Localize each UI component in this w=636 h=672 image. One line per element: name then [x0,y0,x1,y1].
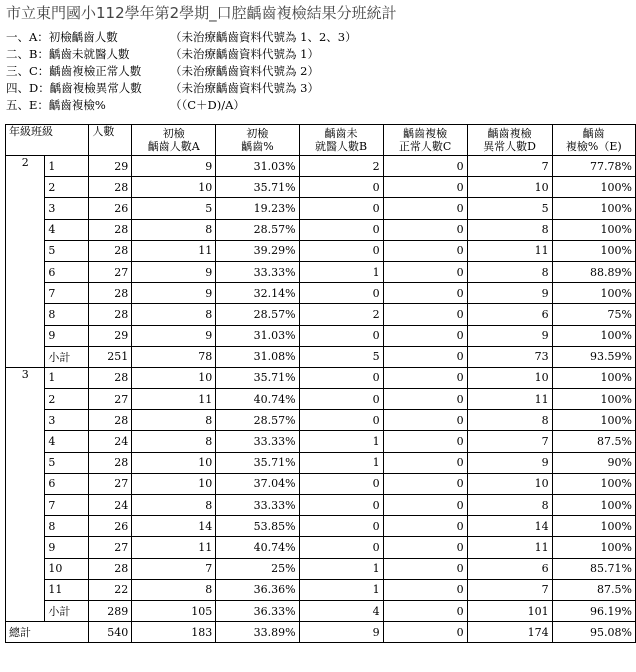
class-cell: 5 [45,240,89,261]
header-line: 齲齒未 [324,127,358,140]
legend-key: 三、C：齲齒複檢正常人數 [6,64,142,78]
value-cell-b: 0 [299,240,383,261]
legend-row-e [6,97,357,114]
value-cell-a: 10 [132,177,216,198]
value-cell-pct: 33.33% [216,431,299,452]
value-cell-pct: 35.71% [216,367,299,388]
value-cell-e: 87.5% [552,579,635,600]
table-row [6,431,636,452]
table-row [6,156,636,177]
value-cell-pct: 28.57% [216,410,299,431]
value-cell-pct: 53.85% [216,516,299,537]
header-e [552,125,635,156]
value-cell-d: 10 [467,367,552,388]
value-cell-a: 7 [132,558,216,579]
value-cell-a: 9 [132,156,216,177]
header-line: 齲齒 [582,127,605,140]
subtotal-row [6,346,636,367]
value-cell-d: 10 [467,177,552,198]
total-cell-b: 9 [299,622,383,643]
value-cell-n: 28 [89,410,132,431]
class-cell: 9 [45,537,89,558]
header-line: 初檢 [162,127,185,140]
value-cell-d: 14 [467,516,552,537]
value-cell-b: 0 [299,177,383,198]
header-b [299,125,383,156]
value-cell-a: 14 [132,516,216,537]
value-cell-d: 8 [467,410,552,431]
value-cell-a: 11 [132,389,216,410]
value-cell-b: 0 [299,495,383,516]
header-line: 正常人數C [398,140,452,153]
table-row [6,537,636,558]
value-cell-n: 27 [89,537,132,558]
class-cell: 8 [45,304,89,325]
value-cell-n: 26 [89,516,132,537]
value-cell-a: 10 [132,452,216,473]
value-cell-e: 77.78% [552,156,635,177]
value-cell-n: 28 [89,367,132,388]
value-cell-pct: 36.33% [216,600,299,621]
header-a [132,125,216,156]
value-cell-b: 0 [299,283,383,304]
value-cell-c: 0 [383,537,467,558]
value-cell-c: 0 [383,325,467,346]
value-cell-b: 0 [299,473,383,494]
value-cell-c: 0 [383,452,467,473]
class-cell: 4 [45,431,89,452]
class-cell: 3 [45,410,89,431]
value-cell-e: 93.59% [552,346,635,367]
table-row [6,495,636,516]
value-cell-a: 8 [132,579,216,600]
value-cell-b: 0 [299,367,383,388]
stats-table [5,124,636,643]
table-row [6,219,636,240]
value-cell-n: 28 [89,452,132,473]
value-cell-b: 1 [299,558,383,579]
legend-row-d [6,80,357,97]
value-cell-e: 100% [552,240,635,261]
header-c [383,125,467,156]
value-cell-pct: 32.14% [216,283,299,304]
value-cell-d: 7 [467,156,552,177]
class-cell: 1 [45,156,89,177]
value-cell-a: 105 [132,600,216,621]
value-cell-a: 11 [132,537,216,558]
class-cell: 小計 [45,600,89,621]
value-cell-e: 100% [552,367,635,388]
header-line: 齲齒人數A [147,140,200,153]
table-row [6,367,636,388]
value-cell-a: 8 [132,410,216,431]
class-cell: 11 [45,579,89,600]
value-cell-a: 11 [132,240,216,261]
value-cell-d: 6 [467,558,552,579]
value-cell-c: 0 [383,283,467,304]
value-cell-pct: 35.71% [216,452,299,473]
value-cell-e: 100% [552,473,635,494]
value-cell-n: 27 [89,389,132,410]
value-cell-d: 73 [467,346,552,367]
value-cell-b: 0 [299,325,383,346]
value-cell-d: 7 [467,579,552,600]
table-row [6,177,636,198]
value-cell-pct: 33.33% [216,261,299,282]
value-cell-c: 0 [383,473,467,494]
value-cell-n: 28 [89,283,132,304]
class-cell: 2 [45,177,89,198]
header-people: 人數 [89,125,132,156]
value-cell-a: 9 [132,283,216,304]
value-cell-b: 1 [299,261,383,282]
value-cell-e: 100% [552,495,635,516]
value-cell-pct: 40.74% [216,389,299,410]
value-cell-d: 6 [467,304,552,325]
header-rate [216,125,299,156]
page-title: 市立東門國小112學年第2學期_口腔齲齒複檢結果分班統計 [6,4,397,22]
value-cell-b: 4 [299,600,383,621]
total-cell-c: 0 [383,622,467,643]
value-cell-e: 85.71% [552,558,635,579]
value-cell-d: 101 [467,600,552,621]
legend-desc: （未治療齲齒資料代號為 2） [170,64,319,78]
value-cell-a: 10 [132,473,216,494]
header-line: 複檢%（E) [565,140,622,153]
legend-key: 二、B：齲齒未就醫人數 [6,47,130,61]
value-cell-n: 27 [89,473,132,494]
value-cell-b: 0 [299,537,383,558]
class-cell: 8 [45,516,89,537]
value-cell-pct: 40.74% [216,537,299,558]
value-cell-b: 1 [299,579,383,600]
value-cell-c: 0 [383,219,467,240]
value-cell-c: 0 [383,600,467,621]
subtotal-row [6,600,636,621]
header-line: 異常人數D [483,140,537,153]
total-label: 總計 [6,622,89,643]
grade-cell: 3 [6,367,45,621]
value-cell-a: 5 [132,198,216,219]
legend [6,29,357,114]
header-d [467,125,552,156]
total-cell-d: 174 [467,622,552,643]
table-row [6,283,636,304]
value-cell-e: 100% [552,325,635,346]
value-cell-n: 22 [89,579,132,600]
legend-desc: （（C＋D)/A） [170,98,245,112]
value-cell-d: 9 [467,325,552,346]
value-cell-n: 24 [89,495,132,516]
value-cell-b: 2 [299,156,383,177]
value-cell-e: 100% [552,389,635,410]
legend-desc: （未治療齲齒資料代號為 1、2、3） [170,30,357,44]
value-cell-d: 5 [467,198,552,219]
legend-row-c [6,63,357,80]
legend-key: 五、E：齲齒複檢% [6,98,106,112]
value-cell-n: 289 [89,600,132,621]
value-cell-b: 1 [299,431,383,452]
value-cell-c: 0 [383,389,467,410]
value-cell-c: 0 [383,431,467,452]
value-cell-pct: 28.57% [216,304,299,325]
table-body [6,156,636,643]
legend-row-b [6,46,357,63]
header-line: 初檢 [246,127,269,140]
header-line: 就醫人數B [315,140,368,153]
value-cell-c: 0 [383,579,467,600]
value-cell-c: 0 [383,240,467,261]
value-cell-d: 8 [467,219,552,240]
legend-key: 一、A：初檢齲齒人數 [6,30,118,44]
value-cell-b: 2 [299,304,383,325]
value-cell-a: 9 [132,261,216,282]
value-cell-e: 96.19% [552,600,635,621]
value-cell-b: 0 [299,389,383,410]
class-cell: 5 [45,452,89,473]
table-row [6,240,636,261]
class-cell: 3 [45,198,89,219]
value-cell-b: 0 [299,198,383,219]
total-cell-e: 95.08% [552,622,635,643]
value-cell-d: 7 [467,431,552,452]
value-cell-pct: 25% [216,558,299,579]
value-cell-n: 29 [89,156,132,177]
header-line: 齲齒% [241,140,274,153]
value-cell-pct: 31.03% [216,156,299,177]
value-cell-c: 0 [383,346,467,367]
value-cell-e: 100% [552,219,635,240]
value-cell-d: 8 [467,495,552,516]
class-cell: 2 [45,389,89,410]
value-cell-c: 0 [383,495,467,516]
value-cell-pct: 39.29% [216,240,299,261]
total-cell-n: 540 [89,622,132,643]
value-cell-e: 90% [552,452,635,473]
value-cell-e: 100% [552,516,635,537]
table-row [6,473,636,494]
value-cell-e: 100% [552,198,635,219]
value-cell-b: 5 [299,346,383,367]
value-cell-pct: 19.23% [216,198,299,219]
header-line: 齲齒複檢 [403,127,448,140]
table-row [6,198,636,219]
table-row [6,558,636,579]
value-cell-n: 28 [89,240,132,261]
total-row [6,622,636,643]
value-cell-b: 0 [299,219,383,240]
value-cell-n: 28 [89,177,132,198]
value-cell-c: 0 [383,261,467,282]
table-row [6,261,636,282]
value-cell-e: 75% [552,304,635,325]
value-cell-pct: 33.33% [216,495,299,516]
table-row [6,325,636,346]
value-cell-d: 8 [467,261,552,282]
value-cell-n: 28 [89,304,132,325]
table-row [6,516,636,537]
value-cell-e: 100% [552,283,635,304]
value-cell-d: 9 [467,452,552,473]
table-row [6,579,636,600]
value-cell-pct: 35.71% [216,177,299,198]
value-cell-c: 0 [383,156,467,177]
value-cell-e: 88.89% [552,261,635,282]
table-row [6,389,636,410]
value-cell-a: 10 [132,367,216,388]
class-cell: 7 [45,495,89,516]
total-cell-pct: 33.89% [216,622,299,643]
header-line: 齲齒複檢 [487,127,532,140]
legend-key: 四、D：齲齒複檢異常人數 [6,81,142,95]
value-cell-a: 78 [132,346,216,367]
class-cell: 9 [45,325,89,346]
value-cell-b: 0 [299,410,383,431]
header-row [6,125,636,156]
value-cell-n: 251 [89,346,132,367]
header-grade-class: 年級班級 [6,125,89,156]
value-cell-c: 0 [383,558,467,579]
class-cell: 1 [45,367,89,388]
value-cell-n: 29 [89,325,132,346]
table-row [6,452,636,473]
value-cell-c: 0 [383,410,467,431]
value-cell-d: 10 [467,473,552,494]
value-cell-d: 11 [467,389,552,410]
value-cell-a: 8 [132,304,216,325]
legend-row-a [6,29,357,46]
value-cell-a: 9 [132,325,216,346]
class-cell: 4 [45,219,89,240]
table-row [6,410,636,431]
value-cell-c: 0 [383,367,467,388]
value-cell-d: 9 [467,283,552,304]
value-cell-c: 0 [383,304,467,325]
class-cell: 7 [45,283,89,304]
table-row [6,304,636,325]
value-cell-b: 1 [299,452,383,473]
value-cell-a: 8 [132,431,216,452]
class-cell: 10 [45,558,89,579]
value-cell-d: 11 [467,537,552,558]
value-cell-pct: 31.08% [216,346,299,367]
class-cell: 6 [45,261,89,282]
value-cell-pct: 37.04% [216,473,299,494]
legend-desc: （未治療齲齒資料代號為 3） [170,81,319,95]
value-cell-c: 0 [383,198,467,219]
value-cell-pct: 28.57% [216,219,299,240]
value-cell-a: 8 [132,219,216,240]
value-cell-n: 28 [89,219,132,240]
value-cell-n: 26 [89,198,132,219]
class-cell: 6 [45,473,89,494]
value-cell-a: 8 [132,495,216,516]
value-cell-n: 24 [89,431,132,452]
value-cell-b: 0 [299,516,383,537]
grade-cell: 2 [6,156,45,368]
value-cell-n: 27 [89,261,132,282]
total-cell-a: 183 [132,622,216,643]
value-cell-e: 100% [552,177,635,198]
value-cell-c: 0 [383,516,467,537]
class-cell: 小計 [45,346,89,367]
value-cell-c: 0 [383,177,467,198]
value-cell-pct: 31.03% [216,325,299,346]
value-cell-d: 11 [467,240,552,261]
value-cell-n: 28 [89,558,132,579]
value-cell-e: 100% [552,410,635,431]
value-cell-e: 100% [552,537,635,558]
value-cell-pct: 36.36% [216,579,299,600]
legend-desc: （未治療齲齒資料代號為 1） [170,47,319,61]
value-cell-e: 87.5% [552,431,635,452]
